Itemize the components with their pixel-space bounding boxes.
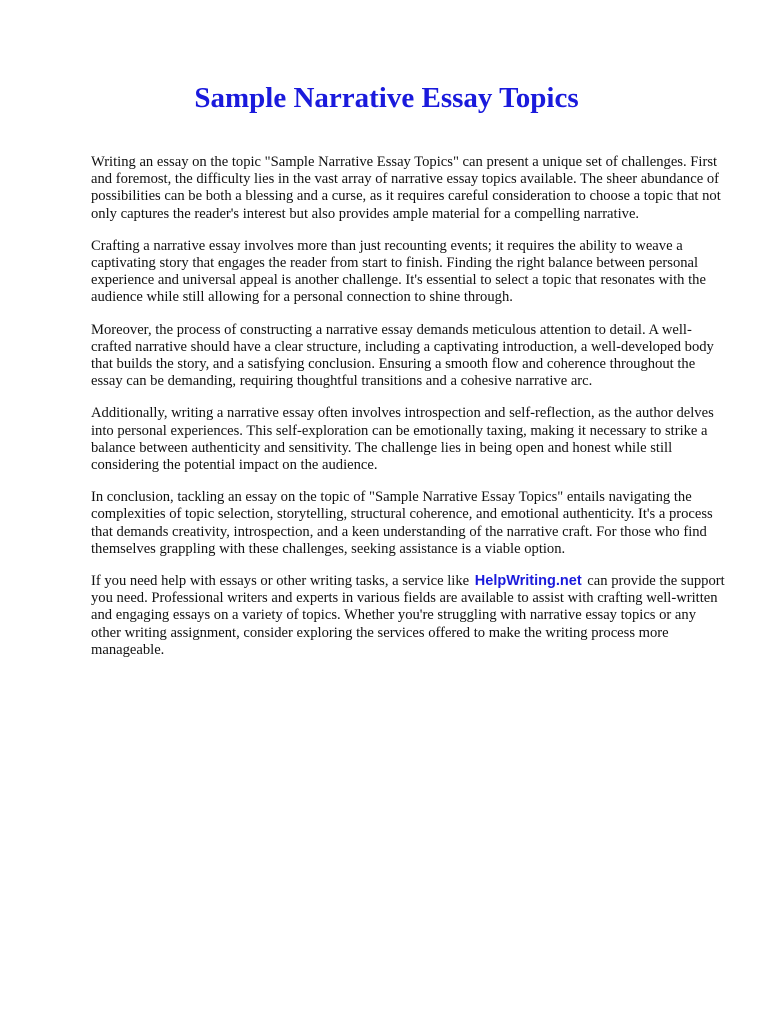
paragraph-6-before-link: If you need help with essays or other writing tasks, a service like [91,573,473,590]
paragraph-6 [91,573,728,659]
document-title: Sample Narrative Essay Topics [194,82,579,114]
paragraph-2: Crafting a narrative essay involves more than just recounting events; it requires the ability to weave a captivating story that engages the reader from start to finish. Finding the right balance between personal experience and universal appeal is another challenge. It's essential to select a topic that resonates with the audience while still allowing for a personal connection to shine through. [91,237,706,306]
paragraph-3: Moreover, the process of constructing a narrative essay demands meticulous attention to detail. A well-crafted narrative should have a clear structure, including a captivating introduction, a well-developed body that builds the story, and a satisfying conclusion. Ensuring a smooth flow and coherence throughout the essay can be demanding, requiring thoughtful transitions and a cohesive narrative arc. [91,321,714,390]
paragraph-4: Additionally, writing a narrative essay often involves introspection and self-reflection, as the author delves into personal experiences. This self-exploration can be emotionally taxing, making it necessary to strike a balance between authenticity and sensitivity. The challenge lies in being open and honest while still considering the potential impact on the audience. [91,405,714,474]
paragraph-1: Writing an essay on the topic "Sample Narrative Essay Topics" can present a unique set of challenges. First and foremost, the difficulty lies in the vast array of narrative essay topics available. The sheer abundance of possibilities can be both a blessing and a curse, as it requires careful consideration to choose a topic that not only captures the reader's interest but also provides ample material for a compelling narrative. [91,154,721,222]
paragraph-5: In conclusion, tackling an essay on the topic of "Sample Narrative Essay Topics" entails navigating the complexities of topic selection, storytelling, structural coherence, and emotional authenticity. It's a process that demands creativity, introspection, and a keen understanding of the narrative craft. For those who find themselves grappling with these challenges, seeking assistance is a viable option. [91,489,713,557]
paragraph-6-after-link: can provide the support you need. Professional writers and experts in various fields are available to assist with crafting well-written and engaging essays on a variety of topics. Whether you're struggling with narrative essay topics or any other writing assignment, consider exploring the services offered to make the writing process more manageable. [91,573,725,658]
helpwriting-link[interactable]: HelpWriting.net [474,573,582,590]
